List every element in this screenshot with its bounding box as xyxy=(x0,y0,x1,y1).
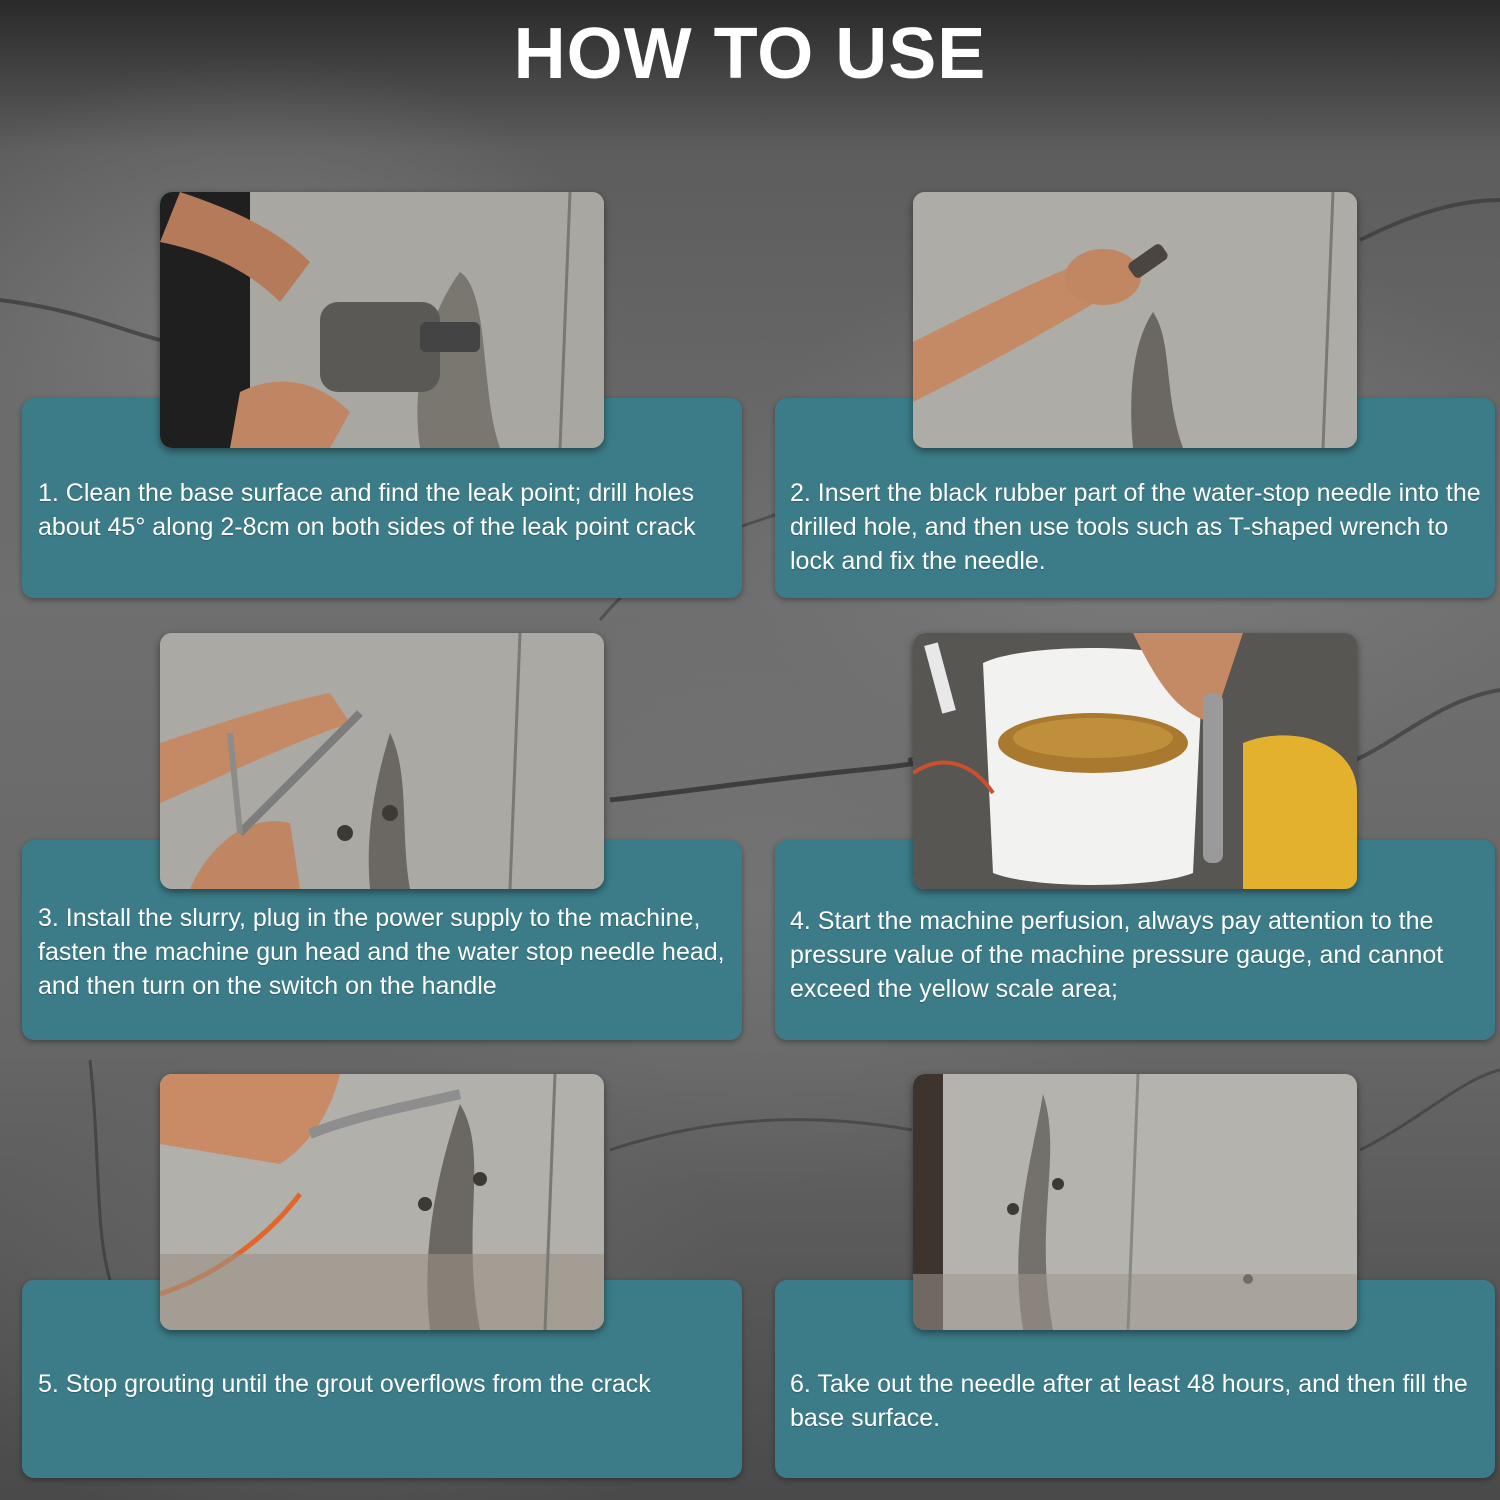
step-5-text: 5. Stop grouting until the grout overflows from the crack xyxy=(38,1370,651,1398)
connecting-gun-photo-icon xyxy=(160,633,604,889)
step-4-text: 4. Start the machine perfusion, always pay attention to the pressure value of the machine pressure gauge, and cannot exceed the yellow scale area; xyxy=(790,907,1444,1003)
grouting-crack-photo-icon xyxy=(160,1074,604,1330)
step-1-photo xyxy=(160,192,604,448)
step-2-text: 2. Insert the black rubber part of the water-stop needle into the drilled hole, and then use tools such as T-shaped wrench to lock and fix the needle. xyxy=(790,479,1481,575)
step-3-photo xyxy=(160,633,604,889)
page-title: HOW TO USE xyxy=(513,14,987,94)
inserting-needle-photo-icon xyxy=(913,192,1357,448)
sealed-crack-photo-icon xyxy=(913,1074,1357,1330)
step-2-photo xyxy=(913,192,1357,448)
grout-bucket-photo-icon xyxy=(913,633,1357,889)
drilling-wall-photo-icon xyxy=(160,192,604,448)
step-3-text: 3. Install the slurry, plug in the power supply to the machine, fasten the machine gun head and the water stop needle head, and then turn on the switch on the handle xyxy=(38,904,725,1000)
step-6-photo xyxy=(913,1074,1357,1330)
step-1-text: 1. Clean the base surface and find the leak point; drill holes about 45° along 2-8cm on both sides of the leak point crack xyxy=(38,479,696,541)
step-5-photo xyxy=(160,1074,604,1330)
step-4-photo xyxy=(913,633,1357,889)
step-6-text: 6. Take out the needle after at least 48 hours, and then fill the base surface. xyxy=(790,1370,1468,1432)
